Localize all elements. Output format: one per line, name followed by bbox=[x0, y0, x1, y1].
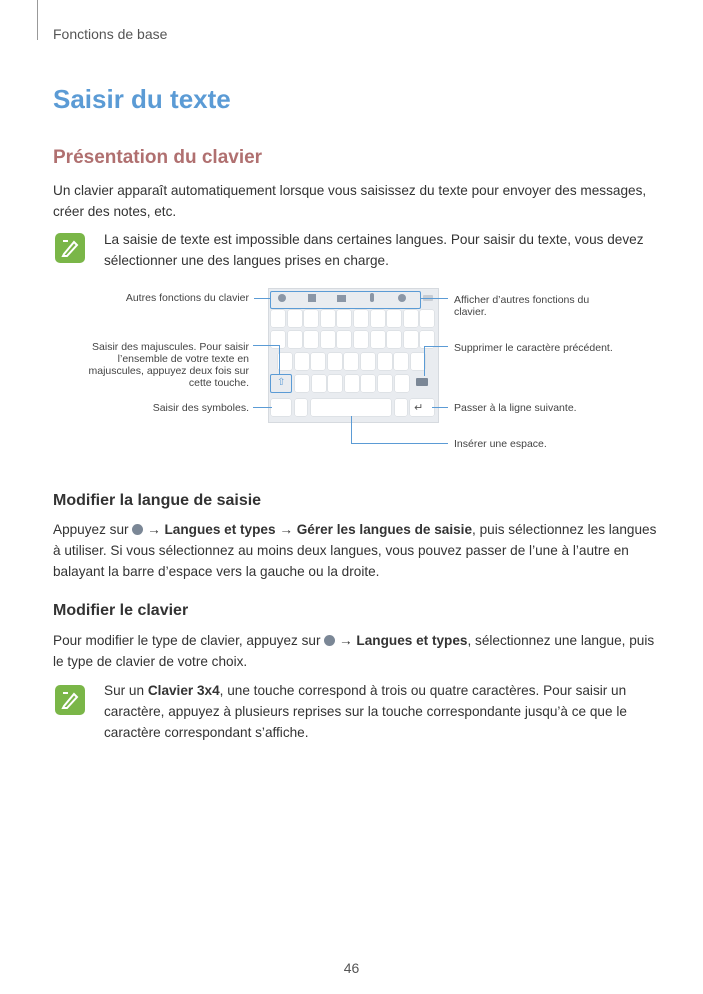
enter-icon[interactable]: ↵ bbox=[414, 402, 424, 414]
key[interactable] bbox=[404, 310, 418, 327]
language-line2: à utiliser. Si vous sélectionnez au moins deux langues, vous pouvez passer de l’une à l’autre en bbox=[53, 543, 629, 558]
callout-line bbox=[432, 407, 448, 408]
callout-line bbox=[351, 416, 352, 444]
settings-icon[interactable] bbox=[398, 294, 406, 302]
key[interactable] bbox=[311, 353, 325, 370]
text: , puis sélectionnez les langues bbox=[472, 522, 657, 537]
note-icon bbox=[55, 233, 85, 263]
key[interactable] bbox=[288, 310, 302, 327]
menu-langues-et-types: Langues et types bbox=[356, 633, 468, 648]
key[interactable] bbox=[344, 353, 358, 370]
keyboard-type-line1 bbox=[53, 630, 673, 651]
label-newline: Passer à la ligne suivante. bbox=[454, 402, 577, 414]
key[interactable] bbox=[278, 353, 292, 370]
key[interactable] bbox=[337, 331, 351, 348]
key[interactable] bbox=[371, 310, 385, 327]
shift-icon[interactable]: ⇧ bbox=[277, 377, 286, 388]
settings-gear-icon bbox=[132, 524, 143, 535]
key[interactable] bbox=[304, 331, 318, 348]
symbols-key[interactable] bbox=[271, 399, 291, 416]
label-symbols: Saisir des symboles. bbox=[152, 402, 249, 414]
key[interactable] bbox=[387, 310, 401, 327]
section-heading-keyboard: Présentation du clavier bbox=[53, 147, 263, 168]
key[interactable] bbox=[328, 353, 342, 370]
text: , une touche correspond à trois ou quatre caractères. Pour saisir un bbox=[219, 683, 627, 698]
label-line: Saisir des majuscules. Pour saisir bbox=[92, 341, 249, 353]
key[interactable] bbox=[387, 331, 401, 348]
menu-gerer-langues: Gérer les langues de saisie bbox=[296, 522, 473, 537]
label-line: Afficher d’autres fonctions du bbox=[454, 294, 590, 306]
note-line: sélectionner une des langues prises en charge. bbox=[104, 253, 389, 268]
callout-line bbox=[254, 298, 270, 299]
menu-langues-et-types: Langues et types bbox=[164, 522, 276, 537]
note-line bbox=[104, 680, 664, 701]
label-more-functions bbox=[454, 294, 634, 318]
intro-line: créer des notes, etc. bbox=[53, 204, 177, 219]
intro-paragraph bbox=[53, 180, 653, 222]
key[interactable] bbox=[404, 331, 418, 348]
microphone-icon[interactable] bbox=[370, 293, 374, 302]
keyboard-type-line2: le type de clavier de votre choix. bbox=[53, 654, 248, 669]
key[interactable] bbox=[411, 353, 425, 370]
space-key[interactable] bbox=[311, 399, 391, 416]
key[interactable] bbox=[420, 310, 434, 327]
language-line3: balayant la barre d’espace vers la gauche ou la droite. bbox=[53, 564, 380, 579]
key[interactable] bbox=[361, 375, 375, 392]
emoji-icon[interactable] bbox=[278, 294, 286, 302]
key[interactable] bbox=[394, 353, 408, 370]
key[interactable] bbox=[295, 375, 309, 392]
text: Sur un bbox=[104, 683, 145, 698]
key[interactable] bbox=[337, 310, 351, 327]
key[interactable] bbox=[321, 331, 335, 348]
key[interactable] bbox=[354, 331, 368, 348]
key[interactable] bbox=[295, 353, 309, 370]
backspace-icon[interactable] bbox=[416, 378, 428, 386]
key[interactable] bbox=[345, 375, 359, 392]
key[interactable] bbox=[371, 331, 385, 348]
section-heading-keyboard-type: Modifier le clavier bbox=[53, 602, 189, 619]
key[interactable] bbox=[395, 375, 409, 392]
key[interactable] bbox=[321, 310, 335, 327]
key[interactable] bbox=[304, 310, 318, 327]
comma-key[interactable] bbox=[295, 399, 307, 416]
callout-line bbox=[351, 443, 448, 444]
header-rule bbox=[37, 0, 38, 40]
section-heading-language: Modifier la langue de saisie bbox=[53, 492, 262, 509]
text: , sélectionnez une langue, puis bbox=[467, 633, 655, 648]
note-icon bbox=[55, 685, 85, 715]
label-line: clavier. bbox=[454, 306, 487, 318]
language-line1 bbox=[53, 519, 673, 540]
text: Appuyez sur bbox=[53, 522, 129, 537]
text: Pour modifier le type de clavier, appuyez sur bbox=[53, 633, 321, 648]
keyboard-3x4: Clavier 3x4 bbox=[147, 683, 220, 698]
label-other-functions: Autres fonctions du clavier bbox=[125, 292, 249, 304]
key[interactable] bbox=[378, 375, 392, 392]
key[interactable] bbox=[328, 375, 342, 392]
intro-line: Un clavier apparaît automatiquement lorsque vous saisissez du texte pour envoyer des messages, bbox=[53, 183, 647, 198]
callout-line bbox=[253, 407, 272, 408]
key[interactable] bbox=[271, 310, 285, 327]
label-space: Insérer une espace. bbox=[454, 438, 547, 450]
arrow: → bbox=[339, 633, 353, 648]
settings-gear-icon bbox=[324, 635, 335, 646]
callout-line bbox=[420, 298, 448, 299]
callout-line bbox=[253, 345, 279, 346]
note-line: La saisie de texte est impossible dans certaines langues. Pour saisir du texte, vous devez bbox=[104, 232, 644, 247]
key[interactable] bbox=[378, 353, 392, 370]
label-line: l’ensemble de votre texte en bbox=[117, 353, 249, 365]
keyboard-type-paragraph bbox=[53, 630, 673, 672]
keyboard-icon[interactable] bbox=[337, 295, 346, 302]
key[interactable] bbox=[361, 353, 375, 370]
note-line: caractère correspondant s’affiche. bbox=[104, 725, 309, 740]
page-number: 46 bbox=[343, 960, 360, 976]
label-uppercase bbox=[60, 341, 249, 389]
label-delete: Supprimer le caractère précédent. bbox=[454, 342, 613, 354]
callout-line bbox=[279, 345, 280, 374]
key[interactable] bbox=[312, 375, 326, 392]
key[interactable] bbox=[288, 331, 302, 348]
arrow: → bbox=[279, 522, 293, 537]
page-header: Fonctions de base bbox=[53, 26, 168, 42]
page-title: Saisir du texte bbox=[53, 84, 231, 114]
callout-line bbox=[424, 346, 448, 347]
note-line: caractère, appuyez à plusieurs reprises sur la touche correspondante jusqu’à ce que le bbox=[104, 704, 627, 719]
period-key[interactable] bbox=[395, 399, 407, 416]
key[interactable] bbox=[354, 310, 368, 327]
callout-line bbox=[424, 346, 425, 376]
note-3x4 bbox=[104, 680, 664, 743]
label-line: cette touche. bbox=[188, 377, 249, 389]
note-keyboard-languages bbox=[104, 229, 644, 271]
sticker-icon[interactable] bbox=[308, 294, 316, 302]
label-line: majuscules, appuyez deux fois sur bbox=[88, 365, 249, 377]
language-paragraph bbox=[53, 519, 673, 582]
arrow: → bbox=[147, 522, 161, 537]
